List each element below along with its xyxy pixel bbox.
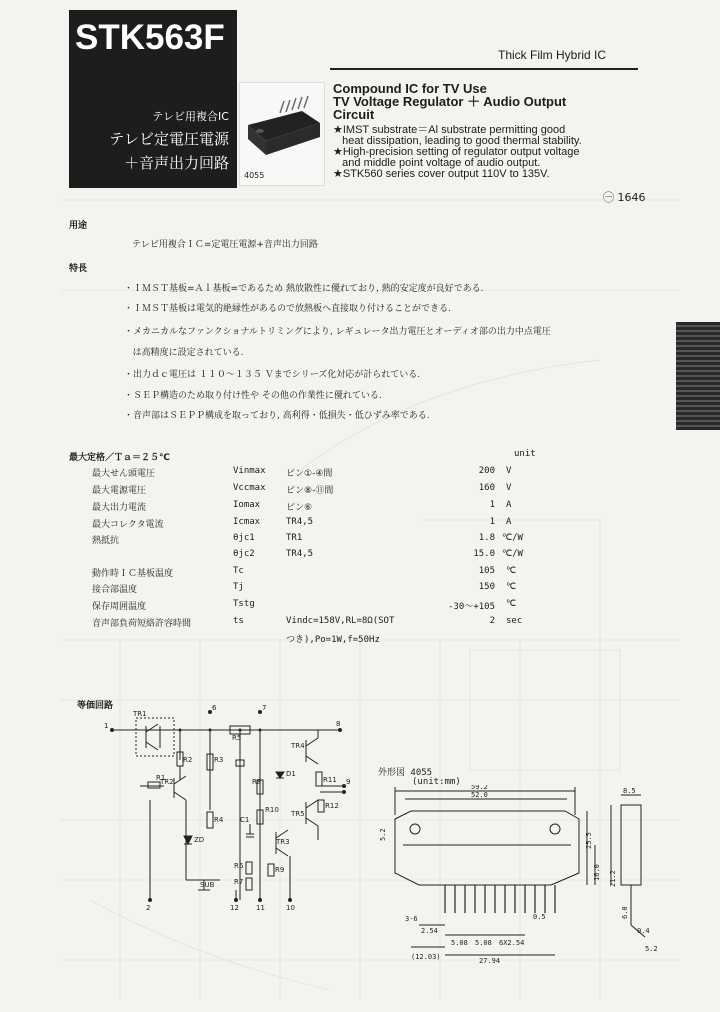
pin-label-1: 1 xyxy=(104,722,109,730)
dim-52-0: 52.0 xyxy=(471,791,488,799)
rating-value: 1 xyxy=(489,500,495,510)
rating-value: 1 xyxy=(489,517,495,527)
package-code: 4055 xyxy=(244,171,265,180)
rating-value: 200 xyxy=(478,466,495,476)
package-outline-drawing xyxy=(375,785,715,970)
rating-symbol: Vccmax xyxy=(233,483,266,493)
rating-unit: A xyxy=(506,500,512,510)
jp-title-line1: テレビ定電圧電源 xyxy=(109,130,229,148)
ratings-unit-header: unit xyxy=(514,449,536,459)
label-tr4: TR4 xyxy=(291,742,305,750)
rating-name: 最大電源電圧 xyxy=(92,486,147,496)
dim-16-0: 16.0 xyxy=(593,864,601,881)
english-title-1: Compound IC for TV Use xyxy=(333,81,487,96)
rating-unit: ℃ xyxy=(506,582,517,592)
rating-value: 105 xyxy=(478,566,495,576)
rating-name: 最大出力電流 xyxy=(92,503,147,513)
rating-symbol: Tc xyxy=(233,566,244,576)
english-title-2: TV Voltage Regulator ＋ Audio Output xyxy=(333,94,567,109)
rating-unit: V xyxy=(506,466,512,476)
package-photo xyxy=(239,82,325,186)
page-reference: ㊀ 1646 xyxy=(603,191,646,204)
label-sub: SUB xyxy=(200,881,215,889)
rating-cond: ピン①-④間 xyxy=(286,469,333,479)
rating-cond: ピン⑥ xyxy=(286,503,313,513)
rating-symbol: Iomax xyxy=(233,500,261,510)
rating-name: 熱抵抗 xyxy=(92,536,120,546)
rating-name: 動作時ＩＣ基板温度 xyxy=(92,569,174,579)
english-feature-line: ★STK560 series cover output 110V to 135V. xyxy=(333,168,550,180)
rating-value: 15.0 xyxy=(473,549,495,559)
dim-0-5: 0.5 xyxy=(533,913,546,921)
label-tr1: TR1 xyxy=(133,710,147,718)
rating-value: 160 xyxy=(478,483,495,493)
rating-value: -30～+105 xyxy=(448,602,495,612)
rating-symbol: Tj xyxy=(233,582,244,592)
rating-symbol: θjc1 xyxy=(233,533,255,543)
label-zd: ZD xyxy=(194,836,205,844)
label-r5: R5 xyxy=(232,734,242,742)
applications-text: テレビ用複合ＩＣ=定電圧電源+音声出力回路 xyxy=(132,240,318,250)
outline-heading: 外形図 4055 xyxy=(378,768,433,778)
rating-unit: sec xyxy=(506,616,523,626)
label-r10: R10 xyxy=(265,806,279,814)
rating-unit: ℃ xyxy=(506,599,517,609)
feature-item: ・音声部はＳＥＰＰ構成を取っており, 高利得・低損失・低ひずみ率である. xyxy=(124,411,430,421)
dim-5-08b: 5.08 xyxy=(475,939,492,947)
english-title-3: Circuit xyxy=(333,107,375,122)
feature-item: ・ＩＭＳＴ基板=Ａｌ基板=であるため 熱放散性に優れており, 熱的安定度が良好である. xyxy=(124,284,484,294)
jp-subtitle: テレビ用複合IC xyxy=(152,110,229,123)
feature-item: ・ＳＥＰ構造のため取り付け性や その他の作業性に優れている. xyxy=(124,391,382,401)
label-r12: R12 xyxy=(325,802,339,810)
circuit-heading: 等価回路 xyxy=(77,701,114,711)
feature-item: ・ＩＭＳＴ基板は電気的絶縁性があるので放熱板へ直接取り付けることができる. xyxy=(124,304,451,314)
english-feature-line: ★High-precision setting of regulator output voltage xyxy=(333,146,580,158)
dim-8-5: 8.5 xyxy=(623,787,636,795)
ratings-heading: 最大定格／Ｔａ＝２５℃ xyxy=(69,453,170,463)
features-heading: 特長 xyxy=(69,264,88,274)
english-feature-line: heat dissipation, leading to good thermal stability. xyxy=(333,135,582,147)
section-tab-marker xyxy=(676,322,720,430)
label-r7: R7 xyxy=(234,878,244,886)
pin-label-12: 12 xyxy=(230,904,239,912)
rating-name: 接合部温度 xyxy=(92,585,138,595)
dim-5-2b: 5.2 xyxy=(645,945,658,953)
dim-3-6: 3-6 xyxy=(405,915,418,923)
rating-value: 1.8 xyxy=(478,533,495,543)
pin-label-11: 11 xyxy=(256,904,265,912)
pin-label-7: 7 xyxy=(262,704,267,712)
feature-item: は高精度に設定されている. xyxy=(124,348,244,358)
label-r1: R1 xyxy=(156,774,166,782)
rating-symbol: Tstg xyxy=(233,599,255,609)
dim-6x2-54: 6X2.54 xyxy=(499,939,525,947)
dim-25-5: 25.5 xyxy=(585,832,593,849)
rating-value: 2 xyxy=(489,616,495,626)
jp-title-line2: ＋音声出力回路 xyxy=(123,154,229,172)
rating-cond-continued: つき),Po=1W,f=50Hz xyxy=(286,635,380,645)
rating-cond: ピン⑧-⑪間 xyxy=(286,486,334,496)
label-tr5: TR5 xyxy=(291,810,305,818)
rating-name: 保存周囲温度 xyxy=(92,602,147,612)
rating-unit: V xyxy=(506,483,512,493)
dim-5-2: 5.2 xyxy=(379,828,387,841)
label-r6: R6 xyxy=(234,862,244,870)
label-r9: R9 xyxy=(275,866,285,874)
outline-unit: (unit:mm) xyxy=(412,777,461,787)
dim-5-08a: 5.08 xyxy=(451,939,468,947)
dim-12-03: (12.03) xyxy=(411,953,441,961)
pin-label-9: 9 xyxy=(346,778,351,786)
feature-item: ・メカニカルなファンクショナルトリミングにより, レギュレータ出力電圧とオーディオ部の出力中点電圧 xyxy=(124,327,551,337)
label-r2: R2 xyxy=(183,756,193,764)
part-number: STK563F xyxy=(75,18,225,57)
pin-label-8: 8 xyxy=(336,720,341,728)
rating-name: 最大せん頭電圧 xyxy=(92,469,156,479)
rating-cond: TR4,5 xyxy=(286,517,314,527)
label-tr2: TR2 xyxy=(160,778,174,786)
equivalent-circuit-diagram xyxy=(100,700,360,915)
rating-unit: ℃/W xyxy=(502,549,523,559)
pin-label-6: 6 xyxy=(212,704,217,712)
rating-unit: A xyxy=(506,517,512,527)
rating-name: 音声部負荷短絡許容時間 xyxy=(92,619,192,629)
rating-symbol: θjc2 xyxy=(233,549,255,559)
rating-unit: ℃ xyxy=(506,566,517,576)
applications-heading: 用途 xyxy=(69,221,88,231)
label-d1: D1 xyxy=(286,770,296,778)
label-r11: R11 xyxy=(323,776,337,784)
dim-27-94: 27.94 xyxy=(479,957,501,965)
label-r3: R3 xyxy=(214,756,224,764)
dim-0-4: 0.4 xyxy=(637,927,650,935)
package-illustration xyxy=(240,83,324,185)
label-tr3: TR3 xyxy=(276,838,290,846)
dim-21-2: 21.2 xyxy=(609,870,617,887)
label-c1: C1 xyxy=(240,816,250,824)
dim-2-54: 2.54 xyxy=(421,927,438,935)
dim-59-2: 59.2 xyxy=(471,785,488,791)
rating-unit: ℃/W xyxy=(502,533,523,543)
rating-symbol: Icmax xyxy=(233,517,261,527)
header-rule xyxy=(330,68,638,70)
title-block xyxy=(69,10,237,188)
label-r8: R8 xyxy=(252,778,262,786)
english-feature-line: ★IMST substrate＝Al substrate permitting good xyxy=(333,124,566,136)
rating-cond: Vindc=158V,RL=8Ω(SOT xyxy=(286,616,395,626)
rating-value: 150 xyxy=(478,582,495,592)
pin-label-2: 2 xyxy=(146,904,151,912)
feature-item: ・出力ｄｃ電圧は １１０～１３５ Ｖまでシリーズ化対応が計られている. xyxy=(124,370,421,380)
english-feature-line: and middle point voltage of audio output. xyxy=(333,157,541,169)
rating-symbol: Vinmax xyxy=(233,466,266,476)
product-category: Thick Film Hybrid IC xyxy=(498,48,607,62)
label-r4: R4 xyxy=(214,816,224,824)
rating-cond: TR4,5 xyxy=(286,549,314,559)
pin-label-10: 10 xyxy=(286,904,295,912)
rating-name: 最大コレクタ電流 xyxy=(92,520,164,530)
dim-6-0: 6.0 xyxy=(621,906,629,919)
rating-symbol: ts xyxy=(233,616,244,626)
rating-cond: TR1 xyxy=(286,533,303,543)
